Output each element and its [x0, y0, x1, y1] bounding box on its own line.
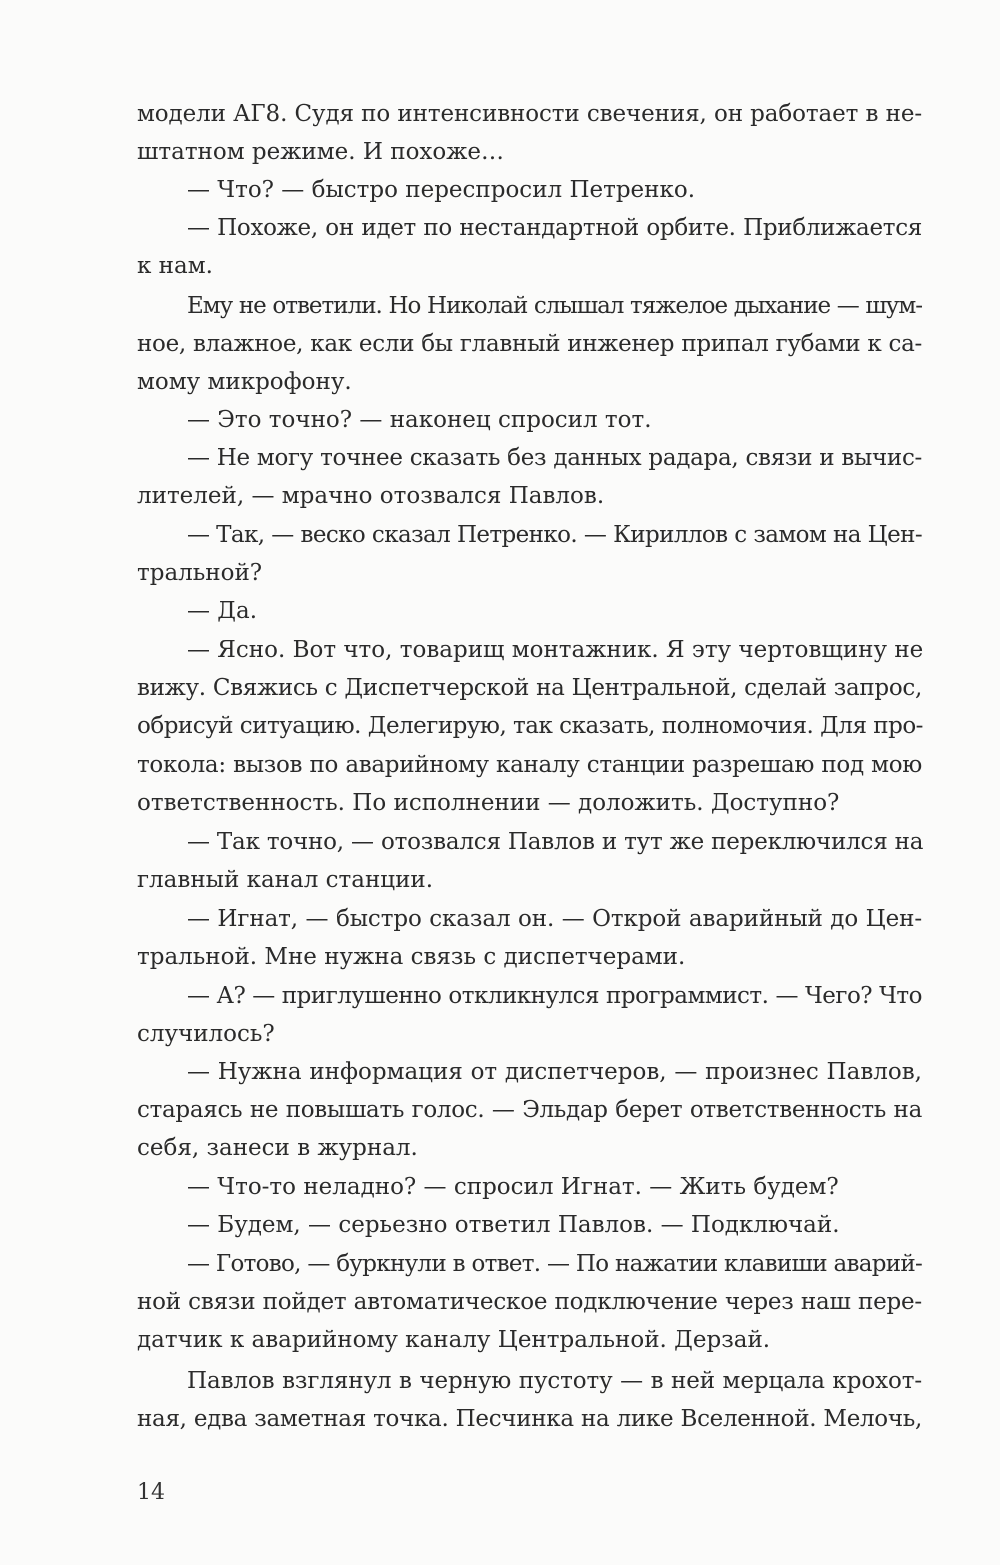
text-line: Ему не ответили. Но Николай слышал тяжелое дыхание — шум- — [187, 293, 922, 319]
text-line: — Так точно, — отозвался Павлов и тут же переключился на — [187, 829, 924, 855]
text-line: ная, едва заметная точка. Песчинка на лике Вселенной. Мелочь, — [137, 1406, 922, 1432]
text-line: — А? — приглушенно откликнулся программист. — Чего? Что — [187, 983, 922, 1009]
text-line: себя, занеси в журнал. — [137, 1135, 418, 1161]
text-line: штатном режиме. И похоже… — [137, 139, 505, 165]
text-line: — Будем, — серьезно ответил Павлов. — Подключай. — [187, 1212, 840, 1238]
text-line: тральной? — [137, 560, 263, 586]
text-line: датчик к аварийному каналу Центральной. Дерзай. — [137, 1327, 771, 1353]
text-line: ное, влажное, как если бы главный инженер припал губами к са- — [137, 331, 922, 357]
text-line: модели АГ8. Судя по интенсивности свечения, он работает в не- — [137, 101, 922, 127]
text-line: — Ясно. Вот что, товарищ монтажник. Я эту чертовщину не — [187, 637, 924, 663]
text-line: — Готово, — буркнули в ответ. — По нажатии клавиши аварий- — [187, 1251, 923, 1277]
text-line: — Нужна информация от диспетчеров, — произнес Павлов, — [187, 1059, 922, 1085]
text-line: лителей, — мрачно отозвался Павлов. — [137, 483, 605, 509]
text-line: Павлов взглянул в черную пустоту — в ней мерцала крохот- — [187, 1368, 922, 1394]
text-line: — Это точно? — наконец спросил тот. — [187, 407, 652, 433]
text-line: — Так, — веско сказал Петренко. — Кириллов с замом на Цен- — [187, 522, 922, 548]
text-line: — Игнат, — быстро сказал он. — Открой аварийный до Цен- — [187, 906, 922, 932]
text-line: ной связи пойдет автоматическое подключение через наш пере- — [137, 1289, 922, 1315]
text-line: — Что-то неладно? — спросил Игнат. — Жить будем? — [187, 1174, 839, 1200]
text-line: — Да. — [187, 598, 258, 624]
text-line: главный канал станции. — [137, 867, 434, 893]
text-line: токола: вызов по аварийному каналу станции разрешаю под мою — [137, 752, 922, 778]
text-line: мому микрофону. — [137, 369, 352, 395]
text-line: — Не могу точнее сказать без данных радара, связи и вычис- — [187, 445, 922, 471]
text-line: ответственность. По исполнении — доложить. Доступно? — [137, 790, 840, 816]
text-line: — Похоже, он идет по нестандартной орбите. Приближается — [187, 215, 922, 241]
text-line: вижу. Свяжись с Диспетчерской на Центральной, сделай запрос, — [137, 675, 922, 701]
text-line: случилось? — [137, 1021, 275, 1047]
text-line: стараясь не повышать голос. — Эльдар берет ответственность на — [137, 1097, 922, 1123]
page-number: 14 — [137, 1480, 165, 1505]
text-line: тральной. Мне нужна связь с диспетчерами. — [137, 944, 686, 970]
text-line: — Что? — быстро переспросил Петренко. — [187, 177, 696, 203]
text-line: к нам. — [137, 253, 213, 279]
text-line: обрисуй ситуацию. Делегирую, так сказать, полномочия. Для про- — [137, 713, 923, 739]
